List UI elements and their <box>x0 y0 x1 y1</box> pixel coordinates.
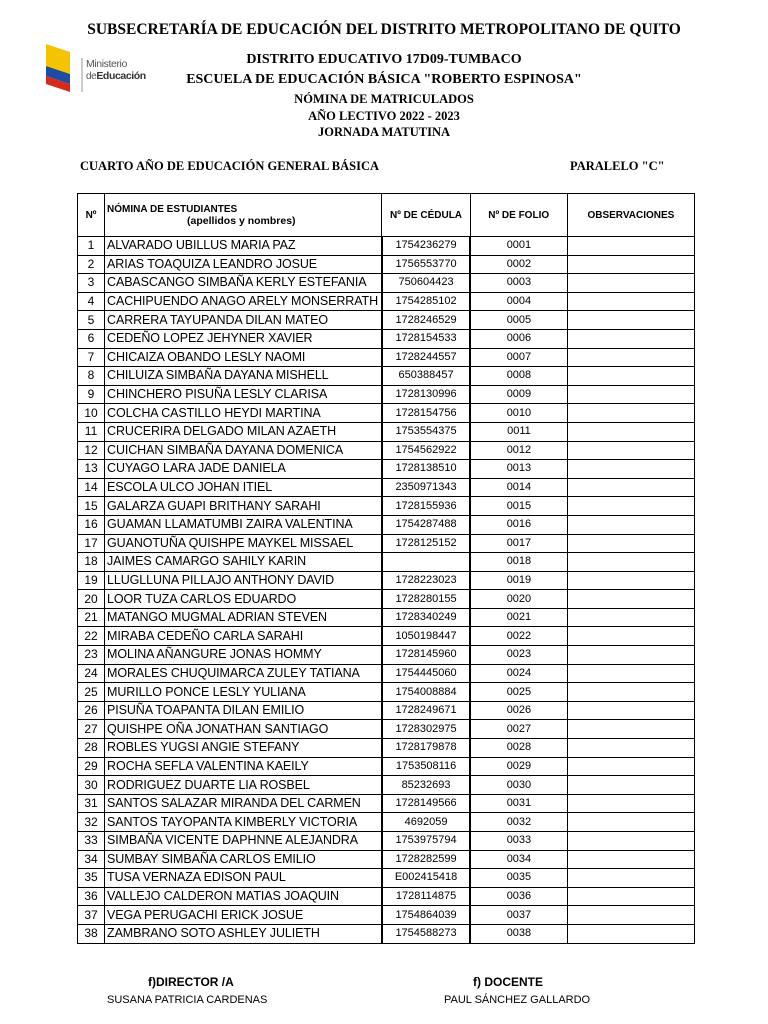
student-id: 1753554375 <box>382 422 470 441</box>
observations <box>567 478 694 497</box>
row-number: 37 <box>78 906 105 925</box>
logo-text-line1: Ministerio <box>86 58 127 70</box>
row-number: 3 <box>78 274 105 293</box>
student-id: 1753508116 <box>382 757 470 776</box>
folio-number: 0006 <box>470 329 567 348</box>
row-number: 19 <box>78 571 105 590</box>
table-row <box>78 924 695 943</box>
student-name: ROBLES YUGSI ANGIE STEFANY <box>105 739 382 758</box>
student-name: MATANGO MUGMAL ADRIAN STEVEN <box>105 608 382 627</box>
student-id: 1754562922 <box>382 441 470 460</box>
shift: JORNADA MATUTINA <box>317 125 451 139</box>
table-row <box>78 237 695 256</box>
observations <box>567 497 694 516</box>
student-id: 1728302975 <box>382 720 470 739</box>
student-name: TUSA VERNAZA EDISON PAUL <box>105 869 382 888</box>
student-name: MOLINA AÑANGURE JONAS HOMMY <box>105 646 382 665</box>
student-id: 1756553770 <box>382 255 470 274</box>
row-number: 9 <box>78 385 105 404</box>
table-row <box>78 664 695 683</box>
folio-number: 0022 <box>470 627 567 646</box>
row-number: 23 <box>78 646 105 665</box>
row-number: 12 <box>78 441 105 460</box>
student-name: RODRIGUEZ DUARTE LIA ROSBEL <box>105 776 382 795</box>
observations <box>567 720 694 739</box>
student-id: 1728154533 <box>382 329 470 348</box>
row-number: 2 <box>78 255 105 274</box>
folio-number: 0036 <box>470 887 567 906</box>
observations <box>567 776 694 795</box>
row-number: 30 <box>78 776 105 795</box>
folio-number: 0029 <box>470 757 567 776</box>
folio-number: 0033 <box>470 832 567 851</box>
table-row <box>78 887 695 906</box>
observations <box>567 906 694 925</box>
student-id: 1754445060 <box>382 664 470 683</box>
observations <box>567 367 694 386</box>
observations <box>567 292 694 311</box>
table-row <box>78 329 695 348</box>
student-name: CHINCHERO PISUÑA LESLY CLARISA <box>105 385 382 404</box>
row-number: 11 <box>78 422 105 441</box>
student-name: CACHIPUENDO ANAGO ARELY MONSERRATH <box>105 292 382 311</box>
observations <box>567 553 694 572</box>
student-id: 1728130996 <box>382 385 470 404</box>
table-row <box>78 906 695 925</box>
observations <box>567 441 694 460</box>
table-row <box>78 720 695 739</box>
folio-number: 0021 <box>470 608 567 627</box>
table-row <box>78 757 695 776</box>
folio-number: 0035 <box>470 869 567 888</box>
folio-number: 0024 <box>470 664 567 683</box>
folio-number: 0026 <box>470 701 567 720</box>
ministry-title: SUBSECRETARÍA DE EDUCACIÓN DEL DISTRITO METROPOLITANO DE QUITO <box>87 21 681 38</box>
folio-number: 0025 <box>470 683 567 702</box>
table-row <box>78 794 695 813</box>
teacher-name: PAUL SÁNCHEZ GALLARDO <box>444 994 591 1006</box>
folio-number: 0037 <box>470 906 567 925</box>
folio-number: 0004 <box>470 292 567 311</box>
table-row <box>78 478 695 497</box>
folio-number: 0018 <box>470 553 567 572</box>
row-number: 14 <box>78 478 105 497</box>
logo-text-line2: de <box>86 71 97 82</box>
student-id: 1728145960 <box>382 646 470 665</box>
student-id: 1728149566 <box>382 794 470 813</box>
student-name: ROCHA SEFLA VALENTINA KAEILY <box>105 757 382 776</box>
table-row <box>78 646 695 665</box>
student-name: LLUGLLUNA PILLAJO ANTHONY DAVID <box>105 571 382 590</box>
row-number: 31 <box>78 794 105 813</box>
table-row <box>78 255 695 274</box>
table-row <box>78 683 695 702</box>
row-number: 1 <box>78 237 105 256</box>
observations <box>567 311 694 330</box>
table-row <box>78 776 695 795</box>
student-id: 85232693 <box>382 776 470 795</box>
table-row <box>78 348 695 367</box>
row-number: 8 <box>78 367 105 386</box>
folio-number: 0003 <box>470 274 567 293</box>
folio-number: 0034 <box>470 850 567 869</box>
student-id: 650388457 <box>382 367 470 386</box>
folio-number: 0015 <box>470 497 567 516</box>
row-number: 15 <box>78 497 105 516</box>
student-name: PISUÑA TOAPANTA DILAN EMILIO <box>105 701 382 720</box>
student-name: SANTOS SALAZAR MIRANDA DEL CARMEN <box>105 794 382 813</box>
col-header-folio: Nº DE FOLIO <box>470 194 567 237</box>
table-row <box>78 274 695 293</box>
row-number: 24 <box>78 664 105 683</box>
table-row <box>78 534 695 553</box>
folio-number: 0001 <box>470 237 567 256</box>
row-number: 29 <box>78 757 105 776</box>
table-row <box>78 590 695 609</box>
student-id: 1728114875 <box>382 887 470 906</box>
folio-number: 0032 <box>470 813 567 832</box>
grade-label: CUARTO AÑO DE EDUCACIÓN GENERAL BÁSICA <box>80 159 380 173</box>
observations <box>567 832 694 851</box>
folio-number: 0017 <box>470 534 567 553</box>
student-roster-table <box>77 193 695 944</box>
student-id: 1728280155 <box>382 590 470 609</box>
observations <box>567 422 694 441</box>
student-id: 1728154756 <box>382 404 470 423</box>
row-number: 16 <box>78 515 105 534</box>
col-header-number: Nº <box>78 194 105 237</box>
table-row <box>78 832 695 851</box>
student-id: 1728246529 <box>382 311 470 330</box>
observations <box>567 869 694 888</box>
observations <box>567 813 694 832</box>
student-id: 1754285102 <box>382 292 470 311</box>
student-name: CUICHAN SIMBAÑA DAYANA DOMENICA <box>105 441 382 460</box>
table-row <box>78 850 695 869</box>
folio-number: 0013 <box>470 460 567 479</box>
observations <box>567 757 694 776</box>
student-name: CHILUIZA SIMBAÑA DAYANA MISHELL <box>105 367 382 386</box>
observations <box>567 701 694 720</box>
student-name: SANTOS TAYOPANTA KIMBERLY VICTORIA <box>105 813 382 832</box>
row-number: 6 <box>78 329 105 348</box>
table-row <box>78 701 695 720</box>
row-number: 32 <box>78 813 105 832</box>
student-name: COLCHA CASTILLO HEYDI MARTINA <box>105 404 382 423</box>
row-number: 22 <box>78 627 105 646</box>
student-id: 1753975794 <box>382 832 470 851</box>
folio-number: 0008 <box>470 367 567 386</box>
section-label: PARALELO "C" <box>570 159 665 173</box>
student-name: GUAMAN LLAMATUMBI ZAIRA VALENTINA <box>105 515 382 534</box>
folio-number: 0014 <box>470 478 567 497</box>
student-id: 1728249671 <box>382 701 470 720</box>
observations <box>567 924 694 943</box>
observations <box>567 590 694 609</box>
table-row <box>78 292 695 311</box>
student-id: 1728125152 <box>382 534 470 553</box>
folio-number: 0010 <box>470 404 567 423</box>
table-row <box>78 367 695 386</box>
document-title: NÓMINA DE MATRICULADOS <box>294 92 474 106</box>
folio-number: 0007 <box>470 348 567 367</box>
student-name: GUANOTUÑA QUISHPE MAYKEL MISSAEL <box>105 534 382 553</box>
student-name: QUISHPE OÑA JONATHAN SANTIAGO <box>105 720 382 739</box>
school-title: ESCUELA DE EDUCACIÓN BÁSICA "ROBERTO ESPINOSA" <box>186 72 582 87</box>
student-name: SIMBAÑA VICENTE DAPHNNE ALEJANDRA <box>105 832 382 851</box>
row-number: 38 <box>78 924 105 943</box>
table-row <box>78 869 695 888</box>
table-row <box>78 739 695 758</box>
student-name: ALVARADO UBILLUS MARIA PAZ <box>105 237 382 256</box>
observations <box>567 534 694 553</box>
student-id: 1754008884 <box>382 683 470 702</box>
observations <box>567 664 694 683</box>
observations <box>567 255 694 274</box>
student-id: 1728282599 <box>382 850 470 869</box>
table-header-row <box>78 194 695 237</box>
observations <box>567 571 694 590</box>
row-number: 36 <box>78 887 105 906</box>
observations <box>567 329 694 348</box>
student-id: E002415418 <box>382 869 470 888</box>
col-header-name <box>105 194 382 237</box>
student-id: 1728155936 <box>382 497 470 516</box>
table-row <box>78 497 695 516</box>
table-row <box>78 515 695 534</box>
observations <box>567 515 694 534</box>
row-number: 35 <box>78 869 105 888</box>
student-name: CEDEÑO LOPEZ JEHYNER XAVIER <box>105 329 382 348</box>
observations <box>567 404 694 423</box>
student-id: 1728223023 <box>382 571 470 590</box>
observations <box>567 627 694 646</box>
table-row <box>78 813 695 832</box>
observations <box>567 237 694 256</box>
folio-number: 0030 <box>470 776 567 795</box>
folio-number: 0012 <box>470 441 567 460</box>
student-id: 1754236279 <box>382 237 470 256</box>
row-number: 4 <box>78 292 105 311</box>
student-name: CABASCANGO SIMBAÑA KERLY ESTEFANIA <box>105 274 382 293</box>
director-signature-title: f)DIRECTOR /A <box>148 975 234 989</box>
folio-number: 0011 <box>470 422 567 441</box>
student-name: CUYAGO LARA JADE DANIELA <box>105 460 382 479</box>
table-row <box>78 553 695 572</box>
student-id: 1728138510 <box>382 460 470 479</box>
student-id: 1728179878 <box>382 739 470 758</box>
row-number: 21 <box>78 608 105 627</box>
row-number: 27 <box>78 720 105 739</box>
student-name: GALARZA GUAPI BRITHANY SARAHI <box>105 497 382 516</box>
row-number: 33 <box>78 832 105 851</box>
row-number: 20 <box>78 590 105 609</box>
row-number: 18 <box>78 553 105 572</box>
folio-number: 0019 <box>470 571 567 590</box>
director-name: SUSANA PATRICIA CARDENAS <box>107 994 268 1006</box>
observations <box>567 385 694 404</box>
student-name: MURILLO PONCE LESLY YULIANA <box>105 683 382 702</box>
folio-number: 0027 <box>470 720 567 739</box>
student-name: CHICAIZA OBANDO LESLY NAOMI <box>105 348 382 367</box>
teacher-signature-title: f) DOCENTE <box>473 975 543 989</box>
row-number: 26 <box>78 701 105 720</box>
student-id: 2350971343 <box>382 478 470 497</box>
col-header-id: Nº DE CÉDULA <box>382 194 470 237</box>
student-id: 4692059 <box>382 813 470 832</box>
row-number: 5 <box>78 311 105 330</box>
folio-number: 0016 <box>470 515 567 534</box>
table-row <box>78 311 695 330</box>
student-name: JAIMES CAMARGO SAHILY KARIN <box>105 553 382 572</box>
student-name: ESCOLA ULCO JOHAN ITIEL <box>105 478 382 497</box>
folio-number: 0023 <box>470 646 567 665</box>
folio-number: 0038 <box>470 924 567 943</box>
observations <box>567 274 694 293</box>
student-name: VEGA PERUGACHI ERICK JOSUE <box>105 906 382 925</box>
row-number: 25 <box>78 683 105 702</box>
student-name: CRUCERIRA DELGADO MILAN AZAETH <box>105 422 382 441</box>
observations <box>567 739 694 758</box>
row-number: 10 <box>78 404 105 423</box>
row-number: 13 <box>78 460 105 479</box>
student-id: 1728340249 <box>382 608 470 627</box>
student-id: 1050198447 <box>382 627 470 646</box>
logo-text-line3: Educación <box>96 70 146 82</box>
folio-number: 0031 <box>470 794 567 813</box>
student-name: MORALES CHUQUIMARCA ZULEY TATIANA <box>105 664 382 683</box>
row-number: 28 <box>78 739 105 758</box>
student-id: 1754588273 <box>382 924 470 943</box>
col-header-name-title: NÓMINA DE ESTUDIANTES <box>107 203 238 215</box>
table-row <box>78 385 695 404</box>
folio-number: 0028 <box>470 739 567 758</box>
table-row <box>78 422 695 441</box>
student-id: 1754287488 <box>382 515 470 534</box>
student-name: VALLEJO CALDERON MATIAS JOAQUIN <box>105 887 382 906</box>
student-id <box>382 553 470 572</box>
student-name: ARIAS TOAQUIZA LEANDRO JOSUE <box>105 255 382 274</box>
row-number: 7 <box>78 348 105 367</box>
student-name: CARRERA TAYUPANDA DILAN MATEO <box>105 311 382 330</box>
school-year: AÑO LECTIVO 2022 - 2023 <box>308 109 460 123</box>
observations <box>567 683 694 702</box>
folio-number: 0009 <box>470 385 567 404</box>
row-number: 17 <box>78 534 105 553</box>
table-row <box>78 571 695 590</box>
observations <box>567 850 694 869</box>
district-title: DISTRITO EDUCATIVO 17D09-TUMBACO <box>246 52 522 67</box>
student-id: 750604423 <box>382 274 470 293</box>
student-name: SUMBAY SIMBAÑA CARLOS EMILIO <box>105 850 382 869</box>
observations <box>567 608 694 627</box>
row-number: 34 <box>78 850 105 869</box>
student-name: ZAMBRANO SOTO ASHLEY JULIETH <box>105 924 382 943</box>
col-header-observations: OBSERVACIONES <box>567 194 694 237</box>
observations <box>567 794 694 813</box>
observations <box>567 887 694 906</box>
observations <box>567 460 694 479</box>
student-id: 1728244557 <box>382 348 470 367</box>
table-row <box>78 404 695 423</box>
student-id: 1754864039 <box>382 906 470 925</box>
table-row <box>78 627 695 646</box>
observations <box>567 646 694 665</box>
folio-number: 0020 <box>470 590 567 609</box>
folio-number: 0002 <box>470 255 567 274</box>
student-name: MIRABA CEDEÑO CARLA SARAHI <box>105 627 382 646</box>
table-row <box>78 441 695 460</box>
table-row <box>78 460 695 479</box>
observations <box>567 348 694 367</box>
student-name: LOOR TUZA CARLOS EDUARDO <box>105 590 382 609</box>
table-row <box>78 608 695 627</box>
folio-number: 0005 <box>470 311 567 330</box>
col-header-name-sub: (apellidos y nombres) <box>187 214 296 227</box>
